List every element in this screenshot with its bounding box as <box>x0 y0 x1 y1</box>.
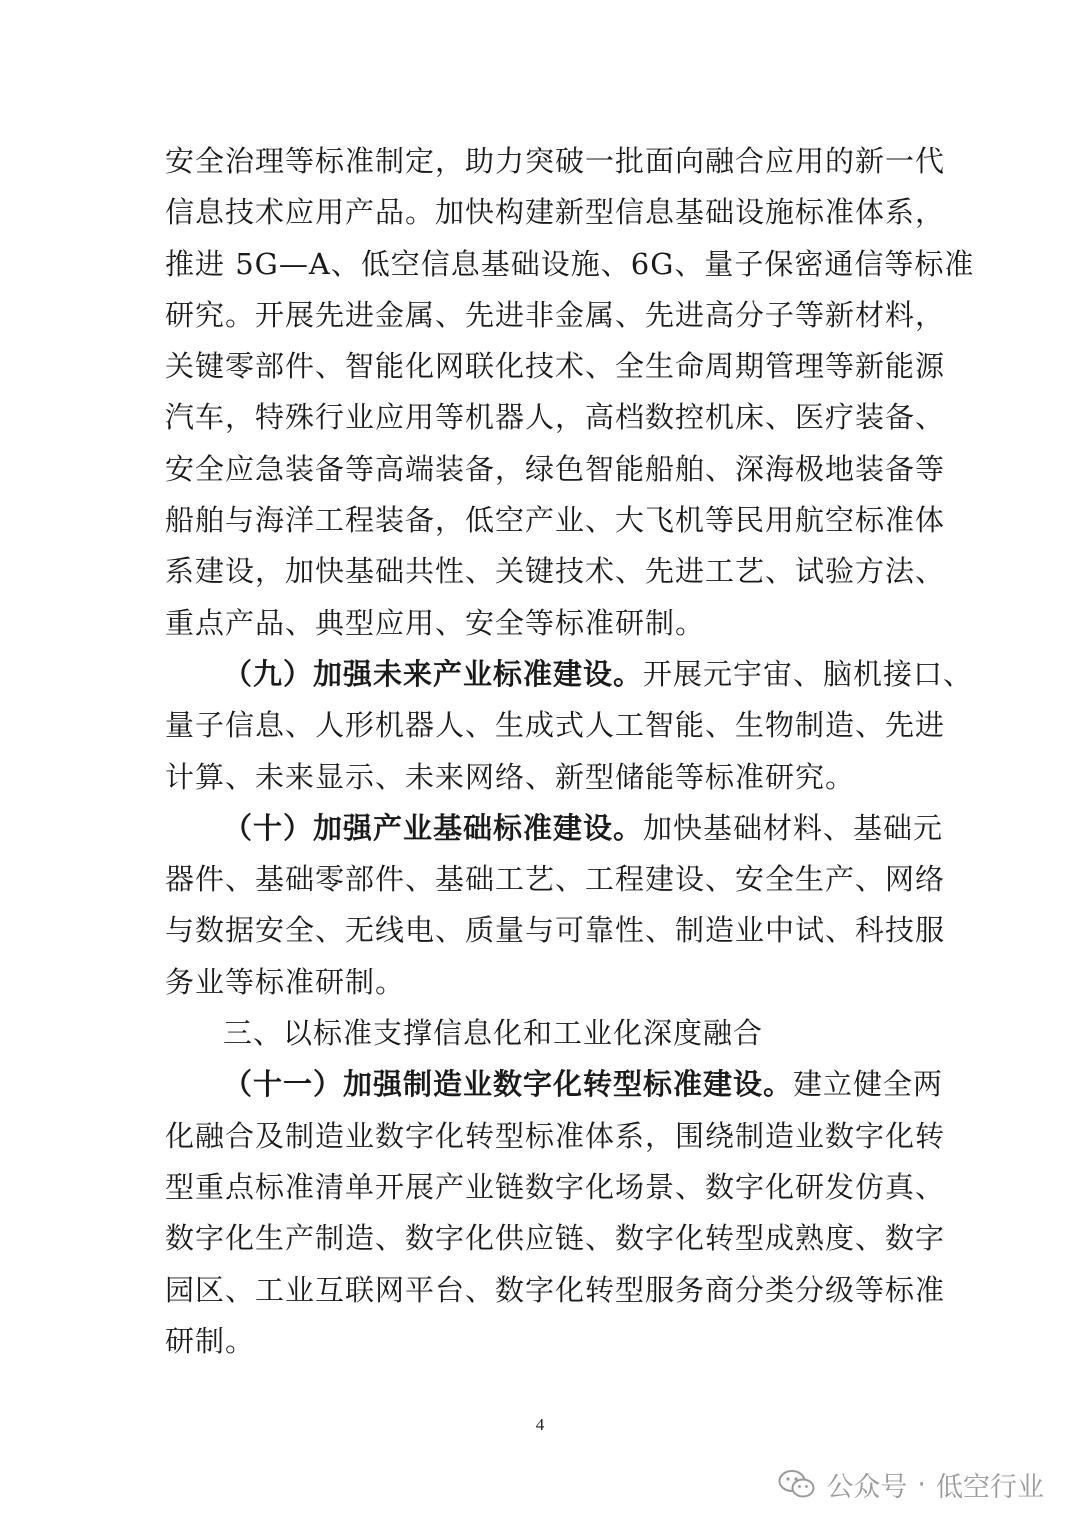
text-line: 型重点标准清单开展产业链数字化场景、数字化研发仿真、 <box>165 1169 946 1204</box>
document-body <box>165 136 975 1367</box>
paragraph-heading: （九）加强未来产业标准建设。 <box>223 656 644 691</box>
wechat-watermark <box>778 1464 1044 1504</box>
text-line <box>165 803 944 854</box>
text-line: 研制。 <box>165 1323 256 1358</box>
watermark-account-name: 低空行业 <box>936 1471 1044 1503</box>
text-line: 安全应急装备等高端装备，绿色智能船舶、深海极地装备等 <box>165 451 946 486</box>
text-line: 研究。开展先进金属、先进非金属、先进高分子等新材料， <box>165 297 946 332</box>
paragraph-digital-transformation <box>165 1059 946 1367</box>
text-line: 安全治理等标准制定，助力突破一批面向融合应用的新一代 <box>165 144 946 178</box>
page-number: 4 <box>535 1415 545 1434</box>
text-line: 务业等标准研制。 <box>165 964 406 999</box>
paragraph-text: 开展元宇宙、脑机接口、 <box>643 656 974 691</box>
wechat-icon <box>778 1469 816 1499</box>
watermark-label: 公众号 <box>826 1471 908 1503</box>
text-line: 数字化生产制造、数字化供应链、数字化转型成熟度、数字 <box>165 1221 946 1256</box>
text-line: 关键零部件、智能化网联化技术、全生命周期管理等新能源 <box>165 349 946 384</box>
section-heading: 三、以标准支撑信息化和工业化深度融合 <box>223 1016 764 1051</box>
text-line: 信息技术应用产品。加快构建新型信息基础设施标准体系， <box>165 195 946 230</box>
paragraph-future-industry <box>165 649 974 803</box>
paragraph-industry-foundation <box>165 803 946 1008</box>
text-line: 化融合及制造业数字化转型标准体系，围绕制造业数字化转 <box>165 1118 946 1153</box>
text-line <box>165 649 974 700</box>
text-line: 与数据安全、无线电、质量与可靠性、制造业中试、科技服 <box>165 913 946 948</box>
text-line: 重点产品、典型应用、安全等标准研制。 <box>165 605 706 640</box>
paragraph-heading: （十一）加强制造业数字化转型标准建设。 <box>223 1067 794 1102</box>
paragraph-text: 建立健全两 <box>793 1067 944 1102</box>
text-line: 船舶与海洋工程装备，低空产业、大飞机等民用航空标准体 <box>165 503 946 538</box>
text-line: 量子信息、人形机器人、生成式人工智能、生物制造、先进 <box>165 708 946 743</box>
paragraph-continued <box>165 136 975 649</box>
text-line: 计算、未来显示、未来网络、新型储能等标准研究。 <box>165 759 856 794</box>
watermark-separator: · <box>917 1468 926 1500</box>
text-line: 系建设，加快基础共性、关键技术、先进工艺、试验方法、 <box>165 554 946 589</box>
text-line: 器件、基础零部件、基础工艺、工程建设、安全生产、网络 <box>165 862 946 897</box>
paragraph-text: 加快基础材料、基础元 <box>643 810 944 845</box>
text-line: 推进 5G—A、低空信息基础设施、6G、量子保密通信等标准 <box>165 246 975 281</box>
paragraph-heading: （十）加强产业基础标准建设。 <box>223 810 644 845</box>
text-line: 汽车，特殊行业应用等机器人，高档数控机床、医疗装备、 <box>165 400 946 435</box>
text-line: 园区、工业互联网平台、数字化转型服务商分类分级等标准 <box>165 1272 946 1307</box>
text-line <box>165 1059 944 1110</box>
